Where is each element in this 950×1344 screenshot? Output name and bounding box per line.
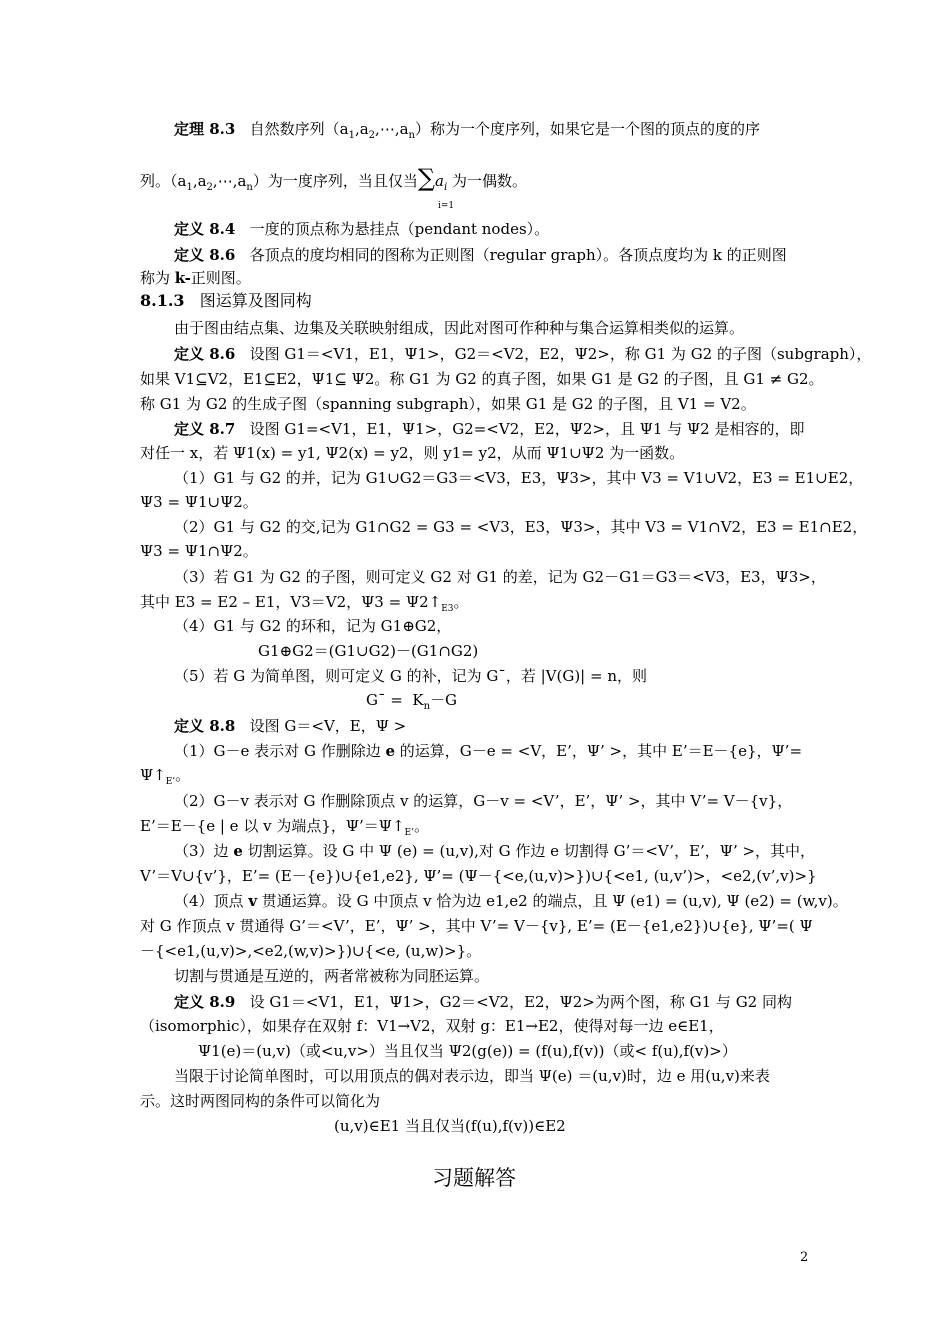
- simple-graph-line-1: 当限于讨论简单图时，可以用顶点的偶对表示边，即当 Ψ(e) ＝(u,v)时，边 e 用(u,v)来表: [174, 1067, 770, 1085]
- definition-8-8: 定义 8.8 设图 G＝<V，E，Ψ >: [174, 717, 407, 735]
- delete-vertex-line-2: E’＝E－{e | e 以 v 为端点}，$\Psi’=\Psi↑_{E’}$。: [140, 817, 429, 838]
- definition-8-7-line-1: 定义 8.7 设图 G1=<V1，E1，Ψ1>，G2=<V2，E2，Ψ2>，且 Ψ1 与 Ψ2 是相容的，即: [174, 420, 805, 438]
- vertex-merge-line-2: 对 G 作顶点 v 贯通得 G’＝<V’，E’，Ψ’ >，其中 V’= V－{v}, E’= (E－{e1,e2})∪{e}, Ψ’=( Ψ: [140, 917, 813, 935]
- definition-8-6-subgraph-line-1: 定义 8.6 设图 G1＝<V1，E1，Ψ1>，G2＝<V2，E2，Ψ2>，称 G1 为 G2 的子图（subgraph），: [174, 345, 872, 363]
- sum-index-label: i=1: [438, 201, 455, 211]
- edge-cut-line-2: V’＝V∪{v’}，E’= (E－{e})∪{e1,e2}, Ψ’= (Ψ－{<e,(u,v)>})∪{<e1, (u,v’)>，<e2,(v’,v)>}: [140, 867, 817, 885]
- edge-cut-line-1: （3）边 e 切割运算。设 G 中 Ψ (e) = (u,v),对 G 作边 e 切割得 G’＝<V’，E’，Ψ’ >，其中，: [174, 842, 816, 860]
- complement-line-1: （5）若 G 为简单图，则可定义 G 的补，记为 G¯，若 |V(G)| = n，则: [174, 667, 647, 685]
- definition-8-9-line-3: Ψ1(e)＝(u,v)（或<u,v>）当且仅当 Ψ2(g(e)) = (f(u),f(v))（或< f(u),f(v)>）: [198, 1042, 737, 1060]
- ring-sum-formula: G1⊕G2＝(G1∪G2)－(G1∩G2): [258, 642, 479, 660]
- definition-8-9-line-1: 定义 8.9 设 G1＝<V1，E1，Ψ1>，G2＝<V2，E2，Ψ2>为两个图，称 G1 与 G2 同构: [174, 993, 792, 1011]
- definition-8-6-subgraph-line-3: 称 G1 为 G2 的生成子图（spanning subgraph），如果 G1 是 G2 的子图，且 V1 = V2。: [140, 395, 756, 413]
- difference-line-2: 其中 E3 = E2 – E1，V3＝V2，$\Psi 3 = \Psi 2↑_{E3}$。: [140, 593, 469, 614]
- delete-edge-line-1: （1）G－e 表示对 G 作删除边 e 的运算，G－e = <V，E’，Ψ’ >，其中 E’＝E－{e}，Ψ’=: [174, 742, 803, 760]
- definition-8-9-line-2: （isomorphic），如果存在双射 f：V1→V2，双射 g：E1→E2，使得对每一边 e∈E1，: [140, 1017, 724, 1035]
- definition-8-6-regular-line-1: 定义 8.6 各顶点的度均相同的图称为正则图（regular graph）。各顶点度均为 k 的正则图: [174, 246, 787, 264]
- homeomorphic-note: 切割与贯通是互逆的，两者常被称为同胚运算。: [174, 967, 490, 985]
- definition-8-7-line-2: 对任一 x，若 Ψ1(x) = y1, Ψ2(x) = y2，则 y1= y2，从而 Ψ1∪Ψ2 为一函数。: [140, 444, 685, 462]
- vertex-merge-line-1: （4）顶点 v 贯通运算。设 G 中顶点 v 恰为边 e1,e2 的端点，且 Ψ (e1) = (u,v), Ψ (e2) = (w,v)。: [174, 892, 848, 910]
- union-line-2: Ψ3 = Ψ1∪Ψ2。: [140, 493, 258, 511]
- definition-8-6-regular-line-2: 称为 k-正则图。: [140, 269, 251, 287]
- definition-8-6-subgraph-line-2: 如果 V1⊆V2，E1⊆E2，Ψ1⊆ Ψ2。称 G1 为 G2 的真子图，如果 G1 是 G2 的子图，且 G1 ≠ G2。: [140, 370, 824, 388]
- delete-vertex-line-1: （2）G－v 表示对 G 作删除顶点 v 的运算，G－v = <V’，E’，Ψ’ >，其中 V’= V－{v}，: [174, 792, 793, 810]
- section-heading-8-1-3: 8.1.3 图运算及图同构: [140, 291, 312, 310]
- theorem-8-3-line-1: 定理 8.3 自然数序列$(a_1,a_2,\cdots,a_n)$称为一个度序列，如果它是一个图的顶点的度的序: [174, 120, 760, 141]
- intro-paragraph: 由于图由结点集、边集及关联映射组成，因此对图可作种种与集合运算相类似的运算。: [174, 319, 745, 337]
- page-number: 2: [800, 1250, 809, 1265]
- difference-line-1: （3）若 G1 为 G2 的子图，则可定义 G2 对 G1 的差，记为 G2－G1＝G3＝<V3，E3，Ψ3>，: [174, 568, 826, 586]
- theorem-8-3-line-2: 列。$(a_1,a_2,\cdots,a_n)$为一度序列，当且仅当$\sum a_i$ 为一偶数。: [140, 164, 527, 193]
- intersection-line-1: （2）G1 与 G2 的交,记为 G1∩G2 = G3 = <V3，E3，Ψ3>，其中 V3 = V1∩V2，E3 = E1∩E2，: [174, 518, 868, 536]
- union-line-1: （1）G1 与 G2 的并，记为 G1∪G2＝G3＝<V3，E3，Ψ3>，其中 V3 = V1∪V2，E3 = E1∪E2，: [174, 469, 864, 487]
- simple-graph-line-2: 示。这时两图同构的条件可以简化为: [140, 1092, 381, 1110]
- complement-formula: G¯ = $K_n-G$: [366, 691, 457, 712]
- ring-sum-line-1: （4）G1 与 G2 的环和，记为 G1⊕G2，: [174, 617, 452, 635]
- delete-edge-line-2: $\Psi↑_{E’}$。: [140, 766, 191, 787]
- vertex-merge-line-3: －{<e1,(u,v)>,<e2,(w,v)>})∪{<e, (u,w)>}。: [140, 942, 482, 960]
- intersection-line-2: Ψ3 = Ψ1∩Ψ2。: [140, 542, 258, 560]
- definition-8-4: 定义 8.4 一度的顶点称为悬挂点（pendant nodes）。: [174, 220, 550, 238]
- exercise-solutions-heading: 习题解答: [432, 1166, 516, 1190]
- isomorphism-condition: (u,v)∈E1 当且仅当(f(u),f(v))∈E2: [334, 1117, 566, 1135]
